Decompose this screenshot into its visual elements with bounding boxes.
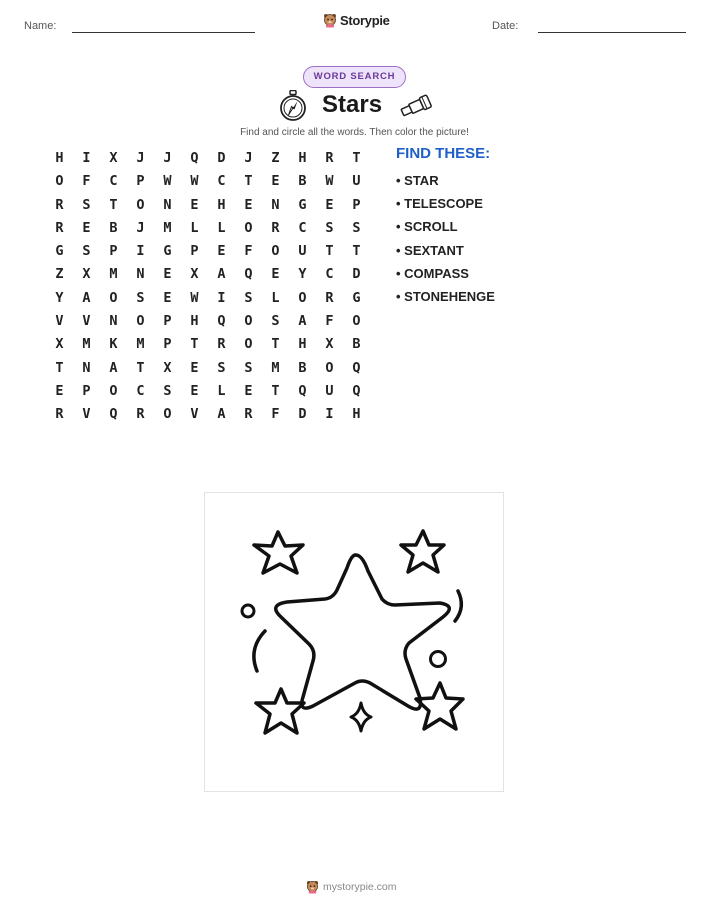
grid-cell[interactable]: O [352, 313, 361, 330]
grid-cell[interactable]: V [55, 313, 64, 330]
grid-cell[interactable]: U [325, 382, 334, 399]
grid-cell[interactable]: A [217, 406, 226, 423]
grid-cell[interactable]: F [271, 406, 280, 423]
grid-cell[interactable]: J [163, 150, 172, 166]
grid-cell[interactable]: H [352, 406, 361, 423]
arc-icon [254, 631, 265, 671]
grid-cell[interactable]: Y [55, 289, 64, 306]
grid-cell[interactable]: N [82, 359, 91, 376]
grid-cell[interactable]: T [325, 243, 334, 260]
grid-cell[interactable]: H [190, 313, 199, 330]
grid-cell[interactable]: N [109, 313, 118, 330]
grid-cell[interactable]: Q [352, 382, 361, 399]
grid-cell[interactable]: C [136, 382, 145, 399]
grid-cell[interactable]: L [271, 289, 280, 306]
grid-cell[interactable]: O [109, 382, 118, 399]
grid-cell[interactable]: X [55, 336, 64, 353]
grid-cell[interactable]: R [217, 336, 226, 353]
grid-cell[interactable]: C [109, 173, 118, 190]
grid-cell[interactable]: D [298, 406, 307, 423]
coloring-picture[interactable] [204, 492, 504, 792]
grid-cell[interactable]: P [163, 336, 172, 353]
grid-cell[interactable]: P [190, 243, 199, 260]
word-list [396, 172, 495, 311]
grid-cell[interactable]: I [136, 243, 145, 260]
grid-cell[interactable]: O [163, 406, 172, 423]
grid-cell[interactable]: R [325, 289, 334, 306]
grid-cell[interactable]: E [190, 196, 199, 213]
grid-cell[interactable]: X [325, 336, 334, 353]
grid-cell[interactable]: E [190, 382, 199, 399]
grid-cell[interactable]: E [217, 243, 226, 260]
grid-cell[interactable]: A [109, 359, 118, 376]
grid-cell[interactable]: T [244, 173, 253, 190]
grid-cell[interactable]: E [82, 219, 91, 236]
page-title: Stars [322, 91, 383, 118]
grid-cell[interactable]: X [190, 266, 199, 283]
grid-cell[interactable]: V [82, 313, 91, 330]
grid-cell[interactable]: V [190, 406, 199, 423]
grid-cell[interactable]: H [217, 196, 226, 213]
grid-cell[interactable]: O [244, 219, 253, 236]
footer [306, 880, 397, 894]
grid-cell[interactable]: E [163, 289, 172, 306]
grid-cell[interactable]: E [244, 196, 253, 213]
small-star-icon [256, 689, 304, 733]
grid-cell[interactable]: E [325, 196, 334, 213]
grid-cell[interactable]: X [163, 359, 172, 376]
grid-cell[interactable]: L [217, 382, 226, 399]
grid-cell[interactable]: S [271, 313, 280, 330]
grid-cell[interactable]: E [190, 359, 199, 376]
grid-cell[interactable]: E [271, 266, 280, 283]
grid-cell[interactable]: V [82, 406, 91, 423]
grid-cell[interactable]: H [55, 150, 64, 166]
grid-cell[interactable]: T [109, 196, 118, 213]
grid-cell[interactable]: I [217, 289, 226, 306]
grid-cell[interactable]: A [298, 313, 307, 330]
word-item-telescope: • TELESCOPE [396, 196, 483, 212]
grid-cell[interactable]: T [55, 359, 64, 376]
grid-cell[interactable]: S [82, 243, 91, 260]
grid-cell[interactable]: E [271, 173, 280, 190]
grid-cell[interactable]: S [217, 359, 226, 376]
grid-cell[interactable]: X [109, 150, 118, 166]
brand-logo [323, 13, 390, 28]
small-star-icon [416, 683, 463, 729]
grid-cell[interactable]: B [352, 336, 361, 353]
grid-cell[interactable]: E [55, 382, 64, 399]
grid-cell[interactable]: G [55, 243, 64, 260]
storypie-mascot-icon [306, 880, 319, 894]
sparkle-icon [351, 703, 371, 731]
grid-cell[interactable]: S [325, 219, 334, 236]
compass-icon [278, 90, 308, 122]
grid-cell[interactable]: O [271, 243, 280, 260]
name-line[interactable] [72, 32, 255, 33]
grid-cell[interactable]: F [325, 313, 334, 330]
grid-cell[interactable]: O [244, 313, 253, 330]
grid-cell[interactable]: S [244, 289, 253, 306]
grid-cell[interactable]: S [82, 196, 91, 213]
find-list-title: FIND THESE: [396, 145, 491, 162]
grid-cell[interactable]: M [163, 219, 172, 236]
grid-cell[interactable]: G [352, 289, 361, 306]
dot-icon [431, 652, 446, 667]
title-row [278, 90, 438, 124]
grid-cell[interactable]: N [136, 266, 145, 283]
grid-cell[interactable]: T [271, 336, 280, 353]
grid-cell[interactable]: C [298, 219, 307, 236]
grid-cell[interactable]: O [136, 313, 145, 330]
grid-cell[interactable]: P [163, 313, 172, 330]
grid-cell[interactable]: U [352, 173, 361, 190]
grid-cell[interactable]: J [136, 150, 145, 166]
grid-cell[interactable]: J [136, 219, 145, 236]
grid-cell[interactable]: Z [55, 266, 64, 283]
small-star-icon [401, 531, 444, 572]
grid-cell[interactable]: O [325, 359, 334, 376]
grid-cell[interactable]: C [217, 173, 226, 190]
footer-site[interactable]: mystorypie.com [323, 881, 397, 893]
grid-cell[interactable]: I [325, 406, 334, 423]
grid-cell[interactable]: D [217, 150, 226, 166]
grid-cell[interactable]: J [244, 150, 253, 166]
big-star-icon [276, 555, 450, 709]
grid-cell[interactable]: N [271, 196, 280, 213]
grid-cell[interactable]: F [82, 173, 91, 190]
grid-cell[interactable]: D [352, 266, 361, 283]
grid-cell[interactable]: G [298, 196, 307, 213]
word-item-scroll: • SCROLL [396, 219, 458, 235]
grid-cell[interactable]: S [136, 289, 145, 306]
grid-cell[interactable]: S [163, 382, 172, 399]
word-item-stonehenge: • STONEHENGE [396, 288, 495, 304]
grid-cell[interactable]: K [109, 336, 118, 353]
word-item-star: • STAR [396, 173, 439, 188]
grid-cell[interactable]: T [136, 359, 145, 376]
word-item-sextant: • SEXTANT [396, 242, 464, 258]
grid-cell[interactable]: R [325, 150, 334, 166]
grid-cell[interactable]: G [163, 243, 172, 260]
grid-cell[interactable]: B [298, 359, 307, 376]
grid-cell[interactable]: R [244, 406, 253, 423]
grid-cell[interactable]: O [55, 173, 64, 190]
grid-cell[interactable]: Z [271, 150, 280, 166]
stars-illustration [205, 493, 505, 793]
grid-cell[interactable]: N [163, 196, 172, 213]
grid-cell[interactable]: P [352, 196, 361, 213]
name-label: Name: [24, 20, 57, 32]
grid-cell[interactable]: R [55, 406, 64, 423]
letter-grid[interactable] [46, 147, 370, 427]
date-line[interactable] [538, 32, 686, 33]
grid-cell[interactable]: X [82, 266, 91, 283]
instructions: Find and circle all the words. Then color the picture! [240, 127, 469, 138]
grid-cell[interactable]: P [109, 243, 118, 260]
grid-cell[interactable]: C [325, 266, 334, 283]
grid-cell[interactable]: P [136, 173, 145, 190]
small-star-icon [254, 532, 303, 573]
grid-cell[interactable]: M [136, 336, 145, 353]
grid-cell[interactable]: M [82, 336, 91, 353]
grid-cell[interactable]: B [298, 173, 307, 190]
grid-cell[interactable]: R [271, 219, 280, 236]
grid-cell[interactable]: L [217, 219, 226, 236]
grid-cell[interactable]: W [325, 173, 334, 190]
grid-cell[interactable]: U [298, 243, 307, 260]
grid-cell[interactable]: W [190, 173, 199, 190]
grid-cell[interactable]: Q [109, 406, 118, 423]
grid-cell[interactable]: W [163, 173, 172, 190]
grid-cell[interactable]: L [190, 219, 199, 236]
grid-cell[interactable]: T [352, 150, 361, 166]
grid-cell[interactable]: M [109, 266, 118, 283]
grid-cell[interactable]: P [82, 382, 91, 399]
grid-cell[interactable]: O [109, 289, 118, 306]
grid-cell[interactable]: Q [352, 359, 361, 376]
grid-cell[interactable]: I [82, 150, 91, 166]
storypie-mascot-icon [323, 13, 337, 28]
word-item-compass: • COMPASS [396, 265, 469, 281]
grid-cell[interactable]: B [109, 219, 118, 236]
grid-cell[interactable]: O [136, 196, 145, 213]
grid-cell[interactable]: T [271, 382, 280, 399]
grid-cell[interactable]: R [136, 406, 145, 423]
dot-icon [242, 605, 254, 617]
grid-cell[interactable]: M [271, 359, 280, 376]
grid-cell[interactable]: O [244, 336, 253, 353]
grid-cell[interactable]: S [352, 219, 361, 236]
date-label: Date: [492, 20, 519, 32]
grid-cell[interactable]: Q [217, 313, 226, 330]
telescope-icon [398, 94, 434, 118]
arc-icon [455, 591, 461, 621]
grid-cell[interactable]: A [217, 266, 226, 283]
grid-cell[interactable]: H [298, 150, 307, 166]
grid-cell[interactable]: Q [190, 150, 199, 166]
grid-cell[interactable]: Y [298, 266, 307, 283]
grid-cell[interactable]: Q [298, 382, 307, 399]
grid-cell[interactable]: R [55, 219, 64, 236]
grid-cell[interactable]: A [82, 289, 91, 306]
grid-cell[interactable]: F [244, 243, 253, 260]
grid-cell[interactable]: R [55, 196, 64, 213]
word-search-badge: WORD SEARCH [303, 66, 406, 88]
brand-name: Storypie [340, 13, 390, 28]
grid-cell[interactable]: E [163, 266, 172, 283]
grid-cell[interactable]: T [190, 336, 199, 353]
grid-cell[interactable]: E [244, 382, 253, 399]
grid-cell[interactable]: Q [244, 266, 253, 283]
grid-cell[interactable]: T [352, 243, 361, 260]
grid-cell[interactable]: O [298, 289, 307, 306]
grid-cell[interactable]: W [190, 289, 199, 306]
grid-cell[interactable]: H [298, 336, 307, 353]
grid-cell[interactable]: S [244, 359, 253, 376]
